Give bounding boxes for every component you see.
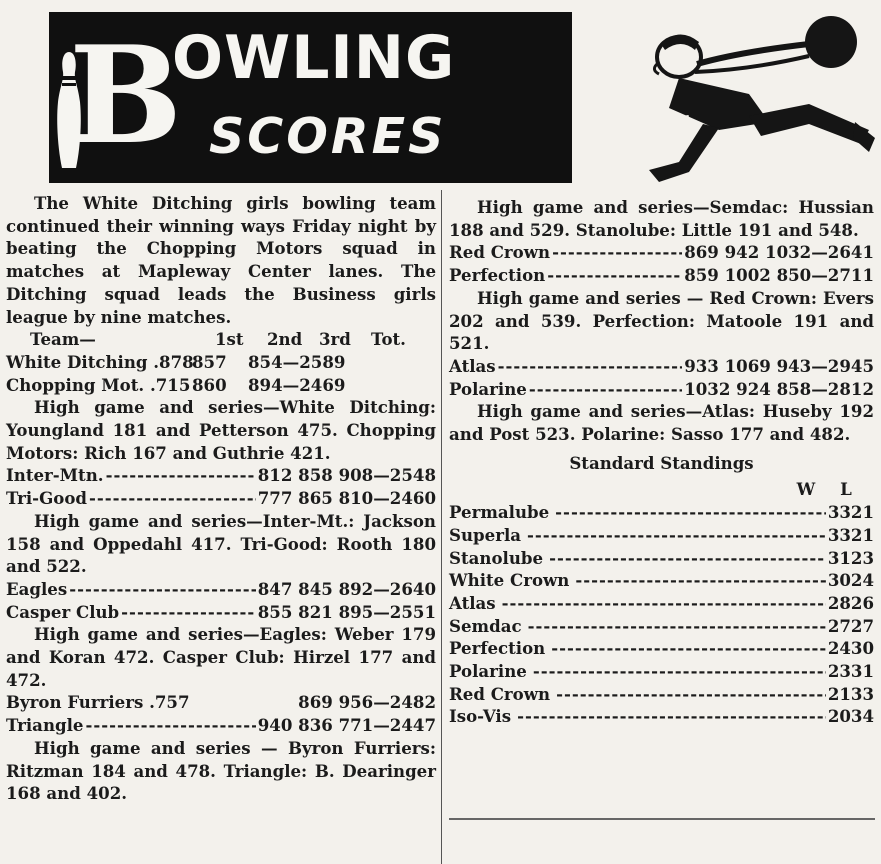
bottom-rule — [449, 818, 875, 820]
leader-dots — [69, 578, 256, 601]
intro-paragraph: The White Ditching girls bowling team continued their winning ways Friday night by beating the Chopping Motors squad in matches at Mapleway Center lanes. The Ditching squad leads the Business girls league by nine matches. — [6, 193, 436, 327]
team-name: Triangle — [6, 715, 84, 736]
team-name: Red Crown — [449, 242, 551, 263]
masthead — [49, 12, 875, 186]
team-name: Atlas — [449, 355, 496, 376]
standings-row — [449, 547, 874, 570]
wins: 20 — [827, 706, 851, 727]
high-scores-paragraph: High game and series—Atlas: Huseby 192 and Post 523. Polarine: Sasso 177 and 482. — [449, 401, 874, 445]
score: 860 — [192, 374, 227, 395]
high-scores-paragraph: High game and series—Semdac: Hussian 188 and 529. Stanolube: Little 191 and 548. — [449, 197, 874, 240]
losses: 30 — [850, 638, 874, 659]
team-name: White Crown — [449, 570, 570, 591]
high-scores-paragraph: High game and series — Red Crown: Evers 202 and 539. Perfection: Matoole 191 and 521. — [449, 287, 874, 354]
table-row — [6, 374, 436, 397]
leader-dots — [533, 660, 826, 683]
team-score: White Ditching .878 — [6, 351, 194, 372]
team-name: Tri-Good — [6, 488, 87, 509]
wins: 33 — [827, 502, 851, 523]
column-divider — [441, 190, 442, 864]
leader-dots — [551, 637, 826, 660]
standings-row — [449, 501, 874, 524]
standings-row — [449, 615, 874, 638]
table-row — [449, 241, 874, 264]
standings-row — [449, 660, 874, 683]
leader-dots — [121, 601, 256, 624]
col-tot: Tot. — [371, 329, 406, 350]
running-bowler-icon — [569, 12, 881, 188]
scores: 847 845 892—2640 — [257, 578, 436, 599]
standings-row — [449, 592, 874, 615]
scores: 859 1002 850—2711 — [684, 265, 874, 286]
leader-dots — [547, 264, 682, 287]
leader-dots — [498, 355, 683, 378]
standings-row — [449, 637, 874, 660]
losses: 34 — [850, 706, 874, 727]
table-row — [6, 714, 436, 737]
scores: 869 956—2482 — [298, 692, 436, 713]
team-score: Chopping Mot. .715 — [6, 374, 191, 395]
table-row — [6, 601, 436, 624]
scores: 940 836 771—2447 — [257, 715, 436, 736]
losses: 21 — [850, 502, 874, 523]
team-name: Byron Furriers .757 — [6, 692, 190, 713]
team-name: Eagles — [6, 578, 68, 599]
wins-label: W — [796, 479, 816, 500]
standings-row — [449, 524, 874, 547]
leader-dots — [529, 378, 682, 401]
table-row — [6, 464, 436, 487]
table-row — [6, 578, 436, 601]
wins: 21 — [827, 683, 851, 704]
left-column — [6, 192, 436, 805]
team-name: Red Crown — [449, 683, 551, 704]
table-row — [6, 351, 436, 374]
team-name: Semdac — [449, 615, 522, 636]
scores: 933 1069 943—2945 — [684, 355, 874, 376]
leader-dots — [527, 524, 826, 547]
wins: 24 — [827, 638, 851, 659]
scores: 812 858 908—2548 — [257, 465, 436, 486]
leader-dots — [517, 705, 826, 728]
col-1st: 1st — [215, 329, 244, 350]
team-name: Iso-Vis — [449, 706, 512, 727]
table-row — [6, 487, 436, 510]
high-scores-paragraph: High game and series—Eagles: Weber 179 and Koran 472. Casper Club: Hirzel 177 and 472. — [6, 624, 436, 690]
team-name: Perfection — [449, 265, 546, 286]
losses: 26 — [850, 592, 874, 613]
scores: 777 865 810—2460 — [257, 488, 436, 509]
team-name: Atlas — [449, 592, 496, 613]
team-name: Stanolube — [449, 547, 544, 568]
losses: 31 — [850, 661, 874, 682]
team-name: Perfection — [449, 638, 546, 659]
wins: 31 — [827, 547, 851, 568]
col-3rd: 3rd — [319, 329, 351, 350]
table-row — [6, 691, 436, 714]
scores: 869 942 1032—2641 — [684, 242, 874, 263]
subtitle-text: SCORES — [209, 108, 447, 165]
team-name: Superla — [449, 524, 522, 545]
leader-dots — [502, 592, 826, 615]
right-column — [449, 196, 874, 728]
wins: 33 — [827, 524, 851, 545]
high-scores-paragraph: High game and series—White Ditching: Youngland 181 and Petterson 475. Chopping Motors: Rich 167 and Guthrie 421. — [6, 397, 436, 463]
table-row — [449, 355, 874, 378]
team-name: Polarine — [449, 378, 527, 399]
losses: 27 — [850, 615, 874, 636]
high-scores-paragraph: High game and series — Byron Furriers: Ritzman 184 and 478. Triangle: B. Dearinger 168 and 402. — [6, 737, 436, 804]
table-row — [449, 264, 874, 287]
losses: 33 — [850, 683, 874, 704]
col-2nd: 2nd — [267, 329, 303, 350]
title-text: OWLING — [172, 23, 456, 93]
losses: 23 — [850, 547, 874, 568]
leader-dots — [106, 464, 256, 487]
wins: 23 — [827, 661, 851, 682]
wins: 27 — [827, 615, 851, 636]
leader-dots — [89, 487, 256, 510]
leader-dots — [528, 615, 826, 638]
leader-dots — [556, 683, 826, 706]
standings-header — [449, 478, 874, 501]
losses: 24 — [850, 570, 874, 591]
title-initial: B — [69, 16, 183, 174]
team-name: Polarine — [449, 661, 527, 682]
title-banner — [49, 12, 572, 183]
leader-dots — [552, 241, 682, 264]
team-name: Inter-Mtn. — [6, 465, 104, 486]
score: 857 — [192, 351, 227, 372]
high-scores-paragraph: High game and series—Inter-Mt.: Jackson 158 and Oppedahl 417. Tri-Good: Rooth 180 and 522. — [6, 510, 436, 577]
team-name: Casper Club — [6, 601, 120, 622]
losses-label: L — [840, 479, 852, 500]
standings-row — [449, 569, 874, 592]
leader-dots — [575, 569, 825, 592]
leader-dots — [549, 547, 826, 570]
leader-dots — [555, 501, 826, 524]
table-row — [449, 378, 874, 401]
team-name: Permalube — [449, 502, 550, 523]
losses: 21 — [850, 524, 874, 545]
standings-heading: Standard Standings — [569, 452, 754, 473]
wins: 28 — [827, 592, 851, 613]
score-table-header — [6, 328, 436, 351]
col-team: Team— — [30, 329, 96, 350]
scores: 1032 924 858—2812 — [684, 378, 874, 399]
score-total: 894—2469 — [248, 374, 346, 395]
standings-row — [449, 705, 874, 728]
scores: 855 821 895—2551 — [257, 601, 436, 622]
wins: 30 — [827, 570, 851, 591]
standings-row — [449, 683, 874, 706]
leader-dots — [85, 714, 255, 737]
score-total: 854—2589 — [248, 351, 346, 372]
